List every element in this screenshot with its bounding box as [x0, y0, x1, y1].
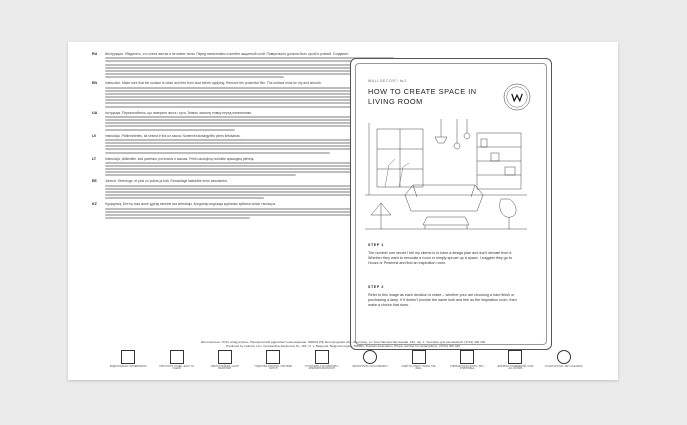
language-code: LV — [92, 133, 97, 138]
step-2-text: Refer to this image as each decision is made – whether your are choosing a hard finish or purchasing a lamp. If it doesn't provide the same look and feel as the inspiration room, then make a choice that does. — [368, 293, 517, 307]
language-code: EN — [92, 81, 97, 86]
instruction-sheet — [68, 42, 618, 380]
care-icon-rooms — [495, 350, 535, 371]
language-block-ee — [92, 179, 394, 199]
inspiration-card — [350, 58, 552, 350]
manufacturer-line-ru: Изготовитель: ООО «Индустрия». Юридический адрес/местонахождение: 308001 РФ, Белгородская обл., Белгород, ул. Константина Заслонова, 181, оф. 1. Телефон для реклам/ций: (4722) 400 340 — [200, 340, 486, 344]
text-line — [105, 152, 330, 154]
text-line — [105, 57, 394, 59]
text-line — [105, 93, 391, 95]
manufacturer-info — [108, 340, 578, 348]
language-text: Інструкція. Переконайтеся, що поверхня чиста і суха. Зніміть захисну плівку перед нанесенням. — [105, 110, 252, 115]
brand-seal-icon — [503, 83, 531, 111]
card-kicker: WALLDECOR? №1 — [368, 79, 407, 83]
language-code: EE — [92, 179, 97, 184]
text-line — [105, 217, 250, 219]
language-text: Instrukcija. Įsitikinkite, kad paviršius yra švarus ir sausas. Prieš naudojimą nuimkite apsauginę plėvelę. — [105, 156, 255, 161]
language-block-en — [92, 81, 394, 107]
step-1-text: The number one secret I tell my clients is to have a design plan and don't deviate from it. Whether they want to renovate a room or simply spruce up a space, I suggest they go to Houzz or Pinterest and find an inspiration room. — [368, 251, 513, 265]
multilingual-instructions — [92, 52, 394, 222]
manufacturer-line-en: Produced by Industry LLC. Konstantina Zaslonova St., 181, of. 1, Belgorod, Belgorod region, 308001, Russian Federation. Phone number for reclamations: (4722) 400 340 — [225, 344, 461, 349]
care-icon-moisture — [157, 350, 197, 371]
text-line — [105, 214, 385, 216]
care-icon-label: УСТОЙЧИВА К ИСТИРАНИЮ / ABRASION RESISTANT — [304, 364, 339, 371]
remove-icon — [460, 350, 474, 364]
text-line — [105, 188, 388, 190]
eco-icon — [363, 350, 377, 364]
care-icon-label: ПОДГОНКА РИСУНКА / PATTERN MATCH — [254, 364, 293, 371]
dry-clean-icon — [557, 350, 571, 364]
care-icon-light — [205, 350, 245, 371]
care-icon-abrasion — [302, 350, 342, 371]
care-icon-glue — [399, 350, 439, 371]
care-icon-label: ВОДОСТОЙКАЯ / WATERPROOF — [109, 364, 147, 368]
language-block-kz — [92, 202, 394, 219]
care-icon-match — [253, 350, 293, 371]
text-line — [105, 174, 296, 176]
waterproof-icon — [121, 350, 135, 364]
care-icon-label: КЛЕЙ НА СТЕНУ / PASTE THE WALL — [401, 364, 436, 371]
language-code: KZ — [92, 202, 97, 207]
light-icon — [218, 350, 232, 364]
care-icon-label: СВЕТОСТОЙКАЯ / LIGHT RESISTANT — [210, 364, 240, 371]
living-room-sketch — [365, 119, 527, 231]
text-line — [105, 106, 351, 108]
text-line — [105, 168, 391, 170]
language-code: UA — [92, 110, 98, 115]
care-icon-label: СНИМАЕТСЯ В СУХУЮ / DRY STRIPPABLE — [450, 364, 484, 371]
card-title: HOW TO CREATE SPACE IN LIVING ROOM — [368, 87, 477, 106]
language-code: LT — [92, 156, 97, 161]
care-icon-label: ДЛЯ ВСЕХ ПОМЕЩЕНИЙ / FOR ALL ROOMS — [497, 364, 534, 371]
moisture-icon — [170, 350, 184, 364]
text-line — [105, 119, 391, 121]
care-icon-remove — [447, 350, 487, 371]
language-text: Instrukcija. Pārliecinieties, ka virsma ir tīra un sausa. Noņemiet aizsargplēvi pirms lietošanas. — [105, 133, 241, 138]
care-icons-row — [104, 350, 588, 376]
language-text: Нұсқаулық. Беттің таза және құрғақ екеніне көз жеткізіңіз. Қолданар алдында қорғаныс қабатын алып тастаңыз. — [105, 202, 277, 207]
language-text: Instruction. Make sure that the surface is clean and free from dust before applying. Remove the protective film. The surface must be dry and smooth: — [105, 81, 322, 86]
language-code: RU — [92, 52, 98, 56]
care-icon-eco — [350, 350, 390, 368]
rooms-icon — [508, 350, 522, 364]
care-icon-dry-clean — [544, 350, 584, 368]
language-block-lv — [92, 134, 394, 154]
care-icon-label: СУХАЯ ЧИСТКА / DRY CLEANING — [544, 364, 583, 368]
language-block-ru — [92, 52, 394, 78]
language-block-ua — [92, 111, 394, 131]
language-text: Juhend. Veenduge, et pind on puhas ja kuiv. Eemaldage kaitsekile enne kasutamist. — [105, 179, 228, 184]
match-icon — [266, 350, 280, 364]
text-line — [105, 129, 235, 131]
text-line — [105, 70, 385, 72]
step-1-label: STEP 1 — [368, 243, 384, 247]
text-line — [105, 64, 388, 66]
step-2-label: STEP 2 — [368, 285, 384, 289]
language-text: Инструкция. Убедитесь, что стена чистая и не имеет пыли. Перед нанесением отклейте защитный слой. Поверхность должна быть сухой и ровной. Создание: — [105, 52, 349, 56]
abrasion-icon — [315, 350, 329, 364]
care-icon-waterproof — [108, 350, 148, 368]
text-line — [105, 197, 264, 199]
text-line — [105, 76, 284, 78]
language-block-lt — [92, 157, 394, 177]
text-line — [105, 145, 388, 147]
care-icon-label: ЭКОЛОГИЧНА / ECO FRIENDLY — [352, 364, 389, 368]
care-icon-label: ПРОСТОЙ В УХОДЕ / EASY TO CLEAN — [159, 364, 195, 371]
glue-icon — [412, 350, 426, 364]
